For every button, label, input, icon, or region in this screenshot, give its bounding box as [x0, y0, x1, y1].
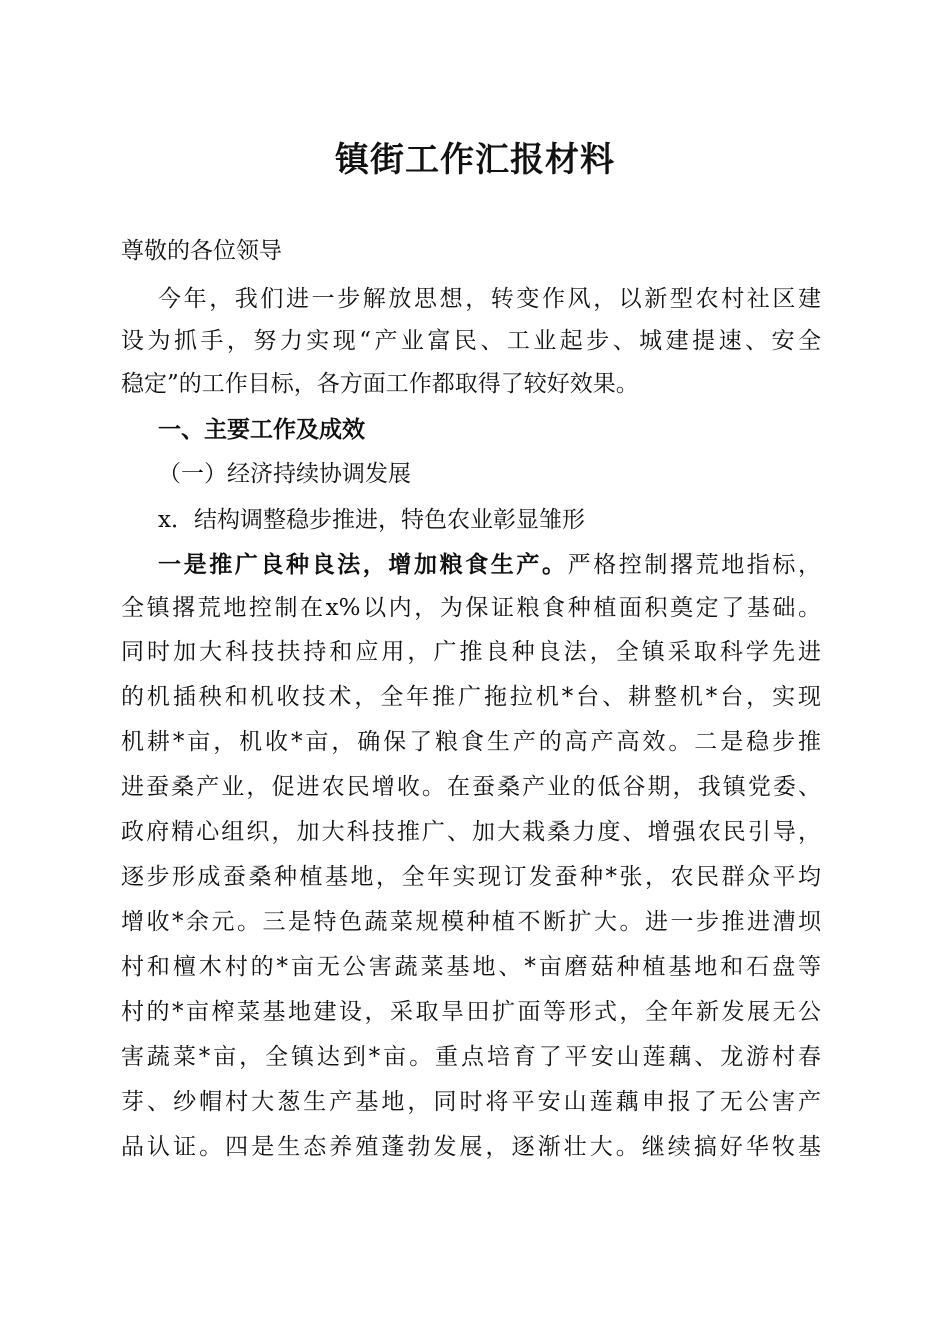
intro-line-1: 今年，我们进一步解放思想，转变作风，以新型农村社区建: [158, 286, 821, 312]
body-lead-bold: 一是推广良种良法，增加粮食生产。: [158, 551, 568, 578]
body-line-11: 害蔬菜*亩，全镇达到*亩。重点培育了平安山莲藕、龙游村春: [121, 1044, 821, 1070]
salutation: 尊敬的各位领导: [121, 238, 282, 264]
body-line-9: 村和檀木村的*亩无公害蔬菜基地、*亩磨菇种植基地和石盘等: [121, 954, 821, 980]
intro-line-2: 设为抓手，努力实现“产业富民、工业起步、城建提速、安全: [121, 328, 821, 354]
body-paragraph-first-line: [158, 547, 821, 583]
body-line-10: 村的*亩榨菜基地建设，采取旱田扩面等形式，全年新发展无公: [121, 999, 821, 1025]
body-line-1: 全镇撂荒地控制在x%以内，为保证粮食种植面积奠定了基础。: [121, 595, 821, 621]
body-line-4: 机耕*亩，机收*亩，确保了粮食生产的高产高效。二是稳步推: [121, 729, 821, 755]
intro-line-3: 稳定”的工作目标，各方面工作都取得了较好效果。: [121, 371, 639, 397]
body-lead-rest: 严格控制撂荒地指标，: [567, 552, 822, 578]
subsection-heading: （一）经济持续协调发展: [158, 461, 411, 487]
body-line-8: 增收*余元。三是特色蔬菜规模种植不断扩大。进一步推进漕坝: [121, 909, 821, 935]
body-line-6: 政府精心组织，加大科技推广、加大栽桑力度、增强农民引导，: [121, 819, 821, 845]
body-line-3: 的机插秧和机收技术，全年推广拖拉机*台、耕整机*台，实现: [121, 684, 821, 710]
body-line-12: 芽、纱帽村大葱生产基地，同时将平安山莲藕申报了无公害产: [121, 1089, 821, 1115]
body-line-7: 逐步形成蚕桑种植基地，全年实现订发蚕种*张，农民群众平均: [121, 864, 821, 890]
section-heading: 一、主要工作及成效: [158, 417, 365, 443]
body-line-2: 同时加大科技扶持和应用，广推良种良法，全镇采取科学先进: [121, 639, 821, 665]
document-title: 镇街工作汇报材料: [335, 140, 615, 180]
body-line-13: 品认证。四是生态养殖蓬勃发展，逐渐壮大。继续搞好华牧基: [121, 1134, 821, 1160]
body-line-5: 进蚕桑产业，促进农民增收。在蚕桑产业的低谷期，我镇党委、: [121, 774, 821, 800]
item-heading: x．结构调整稳步推进，特色农业彰显雏形: [158, 507, 585, 533]
